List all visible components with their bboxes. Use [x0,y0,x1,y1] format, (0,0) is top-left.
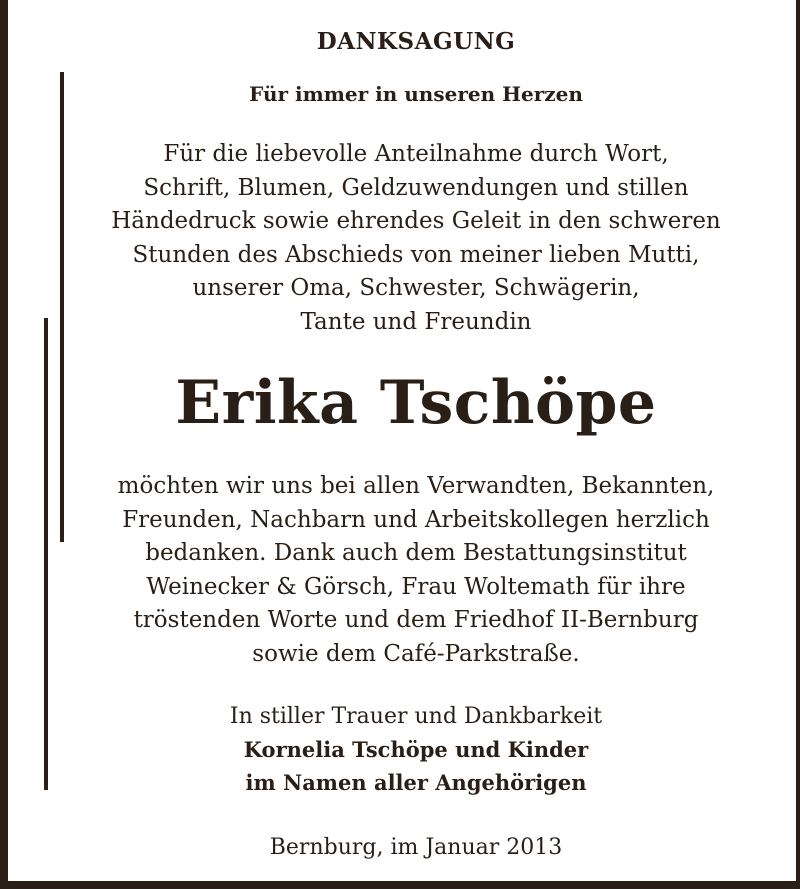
intro-paragraph [40,138,792,339]
closing-line: In stiller Trauer und Dankbarkeit [229,704,603,729]
place-date: Bernburg, im Januar 2013 [269,835,563,860]
thanks-line: möchten wir uns bei allen Verwandten, Bekannten, [117,473,715,499]
deceased-name: Erika Tschöpe [175,368,657,438]
thanks-line: tröstenden Worte und dem Friedhof II-Bernburg [133,607,699,633]
thanks-line: Freunden, Nachbarn und Arbeitskollegen herzlich [122,506,710,533]
intro-line: Schrift, Blumen, Geldzuwendungen und stillen [143,174,689,201]
thanks-line: sowie dem Café-Parkstraße. [252,640,580,667]
notice-subheading: Für immer in unseren Herzen [249,82,583,106]
thanks-paragraph [40,470,792,671]
signatory-line: Kornelia Tschöpe und Kinder [243,737,589,762]
border-right [796,0,800,889]
notice-heading: DANKSAGUNG [316,28,516,55]
closing-block [40,700,792,799]
intro-line: Für die liebevolle Anteilnahme durch Wort, [163,141,669,167]
signatory-line: im Namen aller Angehörigen [245,770,587,795]
border-bottom [0,883,800,889]
intro-line: Händedruck sowie ehrendes Geleit in den schweren [111,208,721,234]
intro-line: Tante und Freundin [300,308,532,335]
thanks-line: bedanken. Dank auch dem Bestattungsinstitut [145,540,687,566]
thanks-line: Weinecker & Görsch, Frau Woltemath für ihre [146,573,686,600]
intro-line: Stunden des Abschieds von meiner lieben Mutti, [132,241,700,268]
intro-line: unserer Oma, Schwester, Schwägerin, [192,275,640,301]
